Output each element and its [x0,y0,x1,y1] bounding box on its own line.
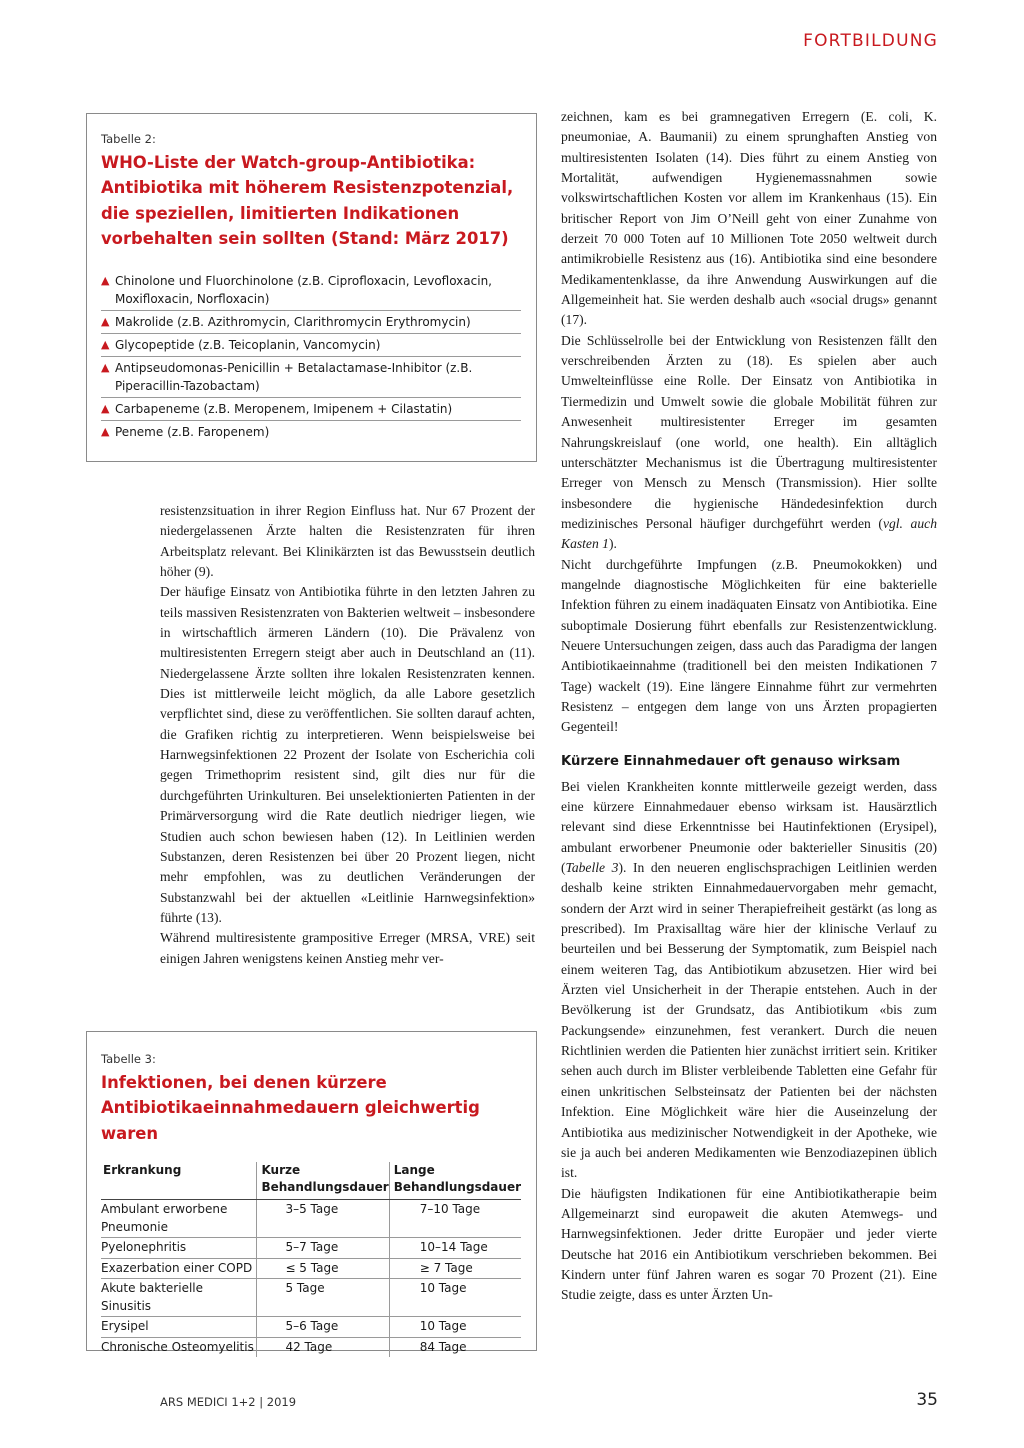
reference-link: vgl. auch Kasten 1 [561,515,937,552]
body-paragraph: resistenzsituation in ihrer Region Einfluss hat. Nur 67 Prozent der niedergelassenen Ärzte halten die Resistenzraten für ihren Arbeitsplatz relevant. Bei Klinikärzten ist das Bewusstsein deutlich höher (9). [160,503,535,580]
list-item: ▲ Glycopeptide (z.B. Teicoplanin, Vancomycin) [101,334,521,357]
triangle-bullet-icon: ▲ [101,424,110,438]
list-item: ▲ Peneme (z.B. Faropenem) [101,424,270,439]
table-row: Akute bakterielle Sinusitis 5 Tage 10 Tage [101,1279,521,1317]
table-row: Ambulant erworbene Pneumonie 3–5 Tage 7–10 Tage [101,1200,521,1238]
body-paragraph: Bei vielen Krankheiten konnte mittlerweile gezeigt werden, dass eine kürzere Einnahmedauer ebenso wirksam ist. Hausärztlich relevant sind diese Erkenntnisse bei Hautinfektionen (Erysipel), ambulant erworbener Pneumonie oder bakterieller Sinusitis (20) (Tabelle 3). In den neueren englischsprachigen Leitlinien werden deshalb keine strikten Einnahmedauervorgaben mehr gemacht, sondern der Arzt wird in seiner Therapiefreiheit gestärkt (as long as prescribed). Im Praxisalltag wäre hier der klinische Verlauf zu beurteilen und bei Besserung der Symptomatik, zum Beispiel nach einem weiteren Tag, das Antibiotikum abzusetzen. Hier wird bei Ärzten viel Unsicherheit in der Therapie entstehen. Auch in der Bevölkerung ist der Grundsatz, das Antibiotikum «bis zum Packungsende» einzunehmen, fest verankert. Durch die neuen Richtlinien werden die Patienten hier zunächst irritiert sein. Kritiker sehen auch durch im Blister verbleibende Tabletten eine Gefahr für einen unkritischen Selbsteinsatz der Patienten bei der nächsten Infektion. Eine Möglichkeit wäre hier die Auseinzelung der Antibiotika aus medizinischer Notwendigkeit in der Apotheke, wie sie ja auch bei anderen Medikamenten wie Benzodiazepinen üblich ist. [561,778,937,1181]
table2-box [86,113,537,462]
body-paragraph: zeichnen, kam es bei gramnegativen Erregern (E. coli, K. pneumoniae, A. Baumanii) zu einem sprunghaften Anstieg von multiresistenten Isolaten (14). Dies führt zu einem Anstieg von Mortalität, aufwendigen Hygienemassnahmen sowie volkswirtschaftlichen Kosten vor allem im Krankenhaus (15). Ein britischer Report von Jim O’Neill geht von einer Zunahme von derzeit 70 000 Toten auf 10 Millionen Tote 2050 weltweit durch antimikrobielle Resistenz aus (16). Antibiotika sind eine besondere Medikamentenklasse, da ihre Anwendung Auswirkungen auf die Allgemeinheit hat. Sie werden deshalb auch «social drugs» genannt (17). [561,109,937,328]
section-title: FORTBILDUNG [803,31,938,51]
reference-link: Tabelle 3 [565,860,619,876]
left-column-text [160,501,535,969]
triangle-bullet-icon: ▲ [101,401,110,415]
body-paragraph: Während multiresistente grampositive Erreger (MRSA, VRE) seit einigen Jahren wenigstens keinen Anstieg mehr ver- [160,930,535,966]
triangle-bullet-icon: ▲ [101,273,110,287]
list-item: ▲ Chinolone und Fluorchinolone (z.B. Ciprofloxacin, Levofloxacin, Moxifloxacin, Norfloxacin) [101,270,521,311]
table-row: Pyelonephritis 5–7 Tage 10–14 Tage [101,1238,521,1259]
table3-grid [101,1162,521,1357]
table-row: Exazerbation einer COPD ≤ 5 Tage ≥ 7 Tage [101,1258,521,1279]
body-paragraph: Die häufigsten Indikationen für eine Antibiotikatherapie beim Allgemeinarzt sind europaweit die akuten Atemwegs- und Harnwegsinfektionen. Jeder dritte Europäer und jeder vierte Deutsche hat 2016 ein Antibiotikum verschrieben bekommen. Bei Kindern unter fünf Jahren waren es sogar 70 Prozent (21). Eine Studie zeigte, dass es unter Ärzten Un- [561,1185,937,1303]
body-paragraph: Nicht durchgeführte Impfungen (z.B. Pneumokokken) und mangelnde diagnostische Möglichkeiten für eine bakterielle Infektion führen zu einem inadäquaten Einsatz von Antibiotika. Eine suboptimale Dosierung führt ebenfalls zur Resistenzentwicklung. Neuere Untersuchungen zeigen, dass auch das Paradigma der langen Antibiotikaeinnahme (traditionell bei den meisten Indikationen 7 Tage) wackelt (19). Eine längere Einnahme führt zur vermehrten Resistenz – entgegen dem lange von uns Ärzten propagierten Gegenteil! [561,556,937,735]
table3-title: Infektionen, bei denen kürzere Antibiotikaeinnahmedauern gleichwertig waren [101,1073,480,1143]
triangle-bullet-icon: ▲ [101,360,110,374]
page-number: 35 [916,1390,938,1410]
table-row: Chronische Osteomyelitis 42 Tage 84 Tage [101,1337,521,1357]
triangle-bullet-icon: ▲ [101,314,110,328]
table2-list [101,270,521,443]
body-paragraph: Die Schlüsselrolle bei der Entwicklung von Resistenzen fällt den verschreibenden Ärzten zu (18). Es spielen aber auch Umwelteinflüsse eine Rolle. Der Einsatz von Antibiotika in Tiermedizin und Umwelt sowie die globale Mobilität führen zur Anwesenheit multiresistenter Erreger im gesamten Nahrungskreislauf (one world, one health). Ein alltäglich unterschätzter Mechanismus ist die Übertragung multiresistenter Erreger von Mensch zu Mensch (Transmission). Hier sollte insbesondere die hygienische Händedesinfektion durch medizinisches Personal häufiger durchgeführt werden (vgl. auch Kasten 1). [561,332,937,552]
column-header: Kurze Behandlungsdauer [257,1162,389,1200]
table3-box [86,1031,537,1354]
journal-footer: ARS MEDICI 1+2 | 2019 [160,1395,297,1409]
list-item: ▲ Makrolide (z.B. Azithromycin, Clarithromycin Erythromycin) [101,311,521,334]
section-subheading: Kürzere Einnahmedauer oft genauso wirksam [561,753,901,769]
column-header: Lange Behandlungsdauer [389,1162,521,1200]
table2-title: WHO-Liste der Watch-group-Antibiotika: Antibiotika mit höherem Resistenzpotenzial, die speziellen, limitierten Indikationen vorbehalten sein sollten (Stand: März 2017) [101,153,514,249]
table2-label: Tabelle 2: [101,132,156,146]
table3-label: Tabelle 3: [101,1052,156,1066]
column-header: Erkrankung [101,1162,257,1200]
list-item: ▲ Carbapeneme (z.B. Meropenem, Imipenem + Cilastatin) [101,398,521,421]
right-column-text [561,107,937,1306]
table-row: Erysipel 5–6 Tage 10 Tage [101,1317,521,1338]
list-item: ▲ Antipseudomonas-Penicillin + Betalactamase-Inhibitor (z.B. Piperacillin-Tazobactam) [101,357,521,398]
table-header-row [101,1162,521,1200]
body-paragraph: Der häufige Einsatz von Antibiotika führte in den letzten Jahren zu teils massiven Resistenzraten von Bakterien weltweit – insbesondere in wirtschaftlich ärmeren Ländern (10). Die Prävalenz von multiresistenten Erregern steigt aber auch in Deutschland an (11). Niedergelassene Ärzte sollten ihre lokalen Resistenzraten kennen. Dies ist mittlerweile leicht möglich, da alle Labore gesetzlich verpflichtet sind, diese zu veröffentlichen. Sie sollten darauf achten, die Grafiken richtig zu interpretieren. Wenn beispielsweise bei Harnwegsinfektionen 22 Prozent der Isolate von Escherichia coli gegen Trimethoprim resistent sind, gilt dies nur für die durchgeführten Urinkulturen. Bei unselektionierten Patienten in der Primärversorgung wird die Rate deutlich niedriger liegen, wie Studien auch schon bewiesen haben (12). In Leitlinien werden Substanzen, deren Resistenzen bei über 20 Prozent liegen, nicht mehr empfohlen, was zu deutlichen Veränderungen der Substanzwahl bei der aktuellen «Leitlinie Harnwegsinfektion» führte (13). [160,584,535,925]
triangle-bullet-icon: ▲ [101,337,110,351]
